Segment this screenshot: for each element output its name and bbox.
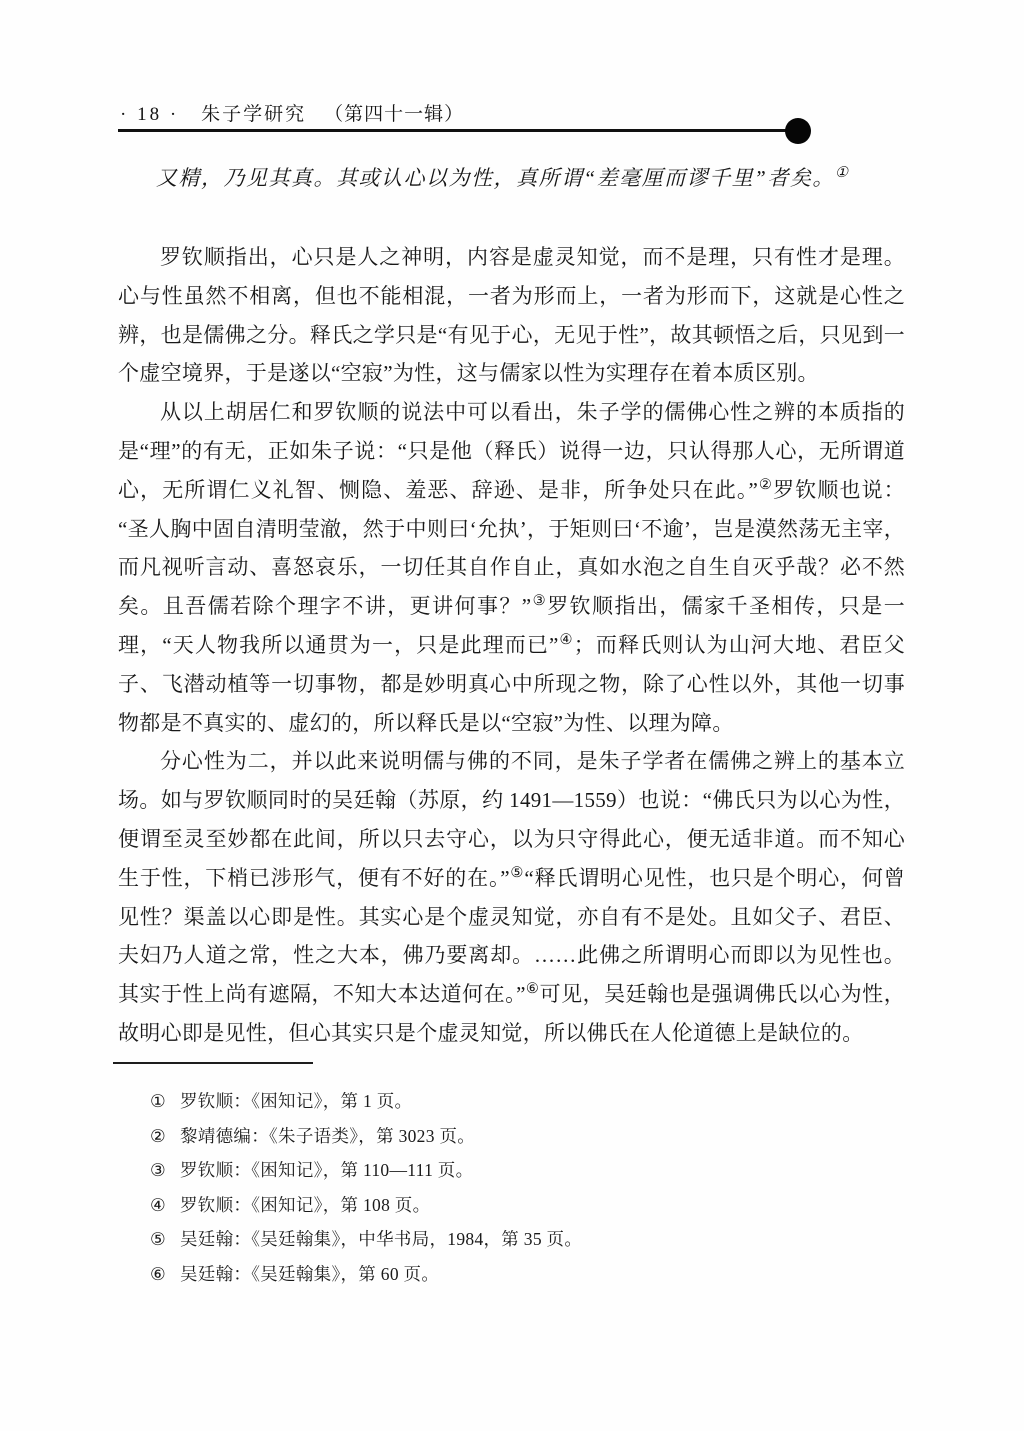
decorative-dot <box>785 118 811 144</box>
paragraph-2: 从以上胡居仁和罗钦顺的说法中可以看出，朱子学的儒佛心性之辨的本质指的是“理”的有无，正如朱子说：“只是他（释氏）说得一边，只认得那人心，无所谓道心，无所谓仁义礼智、恻隐、羞恶、辞逊、是非，所争处只在此。”②罗钦顺也说：“圣人胸中固自清明莹澈，然于中则曰‘允执’，于矩则曰‘不逾’，岂是漠然荡无主宰，而凡视听言动、喜怒哀乐，一切任其自作自止，真如水泡之自生自灭乎哉？必不然矣。且吾儒若除个理字不讲，更讲何事？”③罗钦顺指出，儒家千圣相传，只是一理，“天人物我所以通贯为一，只是此理而已”④；而释氏则认为山河大地、君臣父子、飞潜动植等一切事物，都是妙明真心中所现之物，除了心性以外，其他一切事物都是不真实的、虚幻的，所以释氏是以“空寂”为性、以理为障。 <box>118 400 905 735</box>
epigraph-quote: 又精，乃见其真。其或认心以为性，真所谓“差毫厘而谬千里”者矣。① <box>156 165 850 190</box>
footnote-text: 罗钦顺：《困知记》，第 108 页。 <box>180 1194 431 1215</box>
footnote-4 <box>150 1192 910 1227</box>
footnotes-section <box>150 1088 910 1295</box>
footnote-text: 罗钦顺：《困知记》，第 110—111 页。 <box>180 1160 474 1180</box>
footnote-text: 黎靖德编：《朱子语类》，第 3023 页。 <box>180 1125 476 1146</box>
footnote-text: 吴廷翰：《吴廷翰集》，第 60 页。 <box>180 1263 440 1284</box>
book-title: 朱子学研究 <box>201 104 307 125</box>
footnote-5 <box>150 1226 910 1261</box>
footnote-marker: ⑤ <box>150 1229 166 1249</box>
footnote-marker: ⑥ <box>150 1263 166 1284</box>
footnote-text: 吴廷翰：《吴廷翰集》，中华书局，1984，第 35 页。 <box>180 1229 583 1249</box>
footnote-3 <box>150 1157 910 1192</box>
footnote-marker: ② <box>150 1125 166 1146</box>
body-text <box>118 238 905 1053</box>
footnote-1 <box>150 1088 910 1123</box>
volume-label: （第四十一辑） <box>324 104 465 125</box>
paragraph-1: 罗钦顺指出，心只是人之神明，内容是虚灵知觉，而不是理，只有性才是理。心与性虽然不相离，但也不能相混，一者为形而上，一者为形而下，这就是心性之辨，也是儒佛之分。释氏之学只是“有见于心，无见于性”，故其顿悟之后，只见到一个虚空境界，于是遂以“空寂”为性，这与儒家以性为实理存在着本质区别。 <box>118 245 905 386</box>
page-header <box>120 99 820 126</box>
header-rule <box>118 129 786 132</box>
footnote-marker: ③ <box>150 1160 166 1180</box>
footnote-marker: ④ <box>150 1194 166 1215</box>
footnote-6 <box>150 1261 910 1296</box>
page-number: · 18 · <box>120 104 180 125</box>
footnote-text: 罗钦顺：《困知记》，第 1 页。 <box>180 1091 413 1111</box>
footnote-2 <box>150 1123 910 1158</box>
paragraph-3: 分心性为二，并以此来说明儒与佛的不同，是朱子学者在儒佛之辨上的基本立场。如与罗钦顺同时的吴廷翰（苏原，约 1491—1559）也说：“佛氏只为以心为性，便谓至灵至妙都在此间，所以只去守心，以为只守得此心，便无适非道。而不知心生于性，下梢已涉形气，便有不好的在。”⑤“释氏谓明心见性，也只是个明心，何曾见性？渠盖以心即是性。其实心是个虚灵知觉，亦自有不是处。且如父子、君臣、夫妇乃人道之常，性之大本，佛乃要离却。……此佛之所谓明心而即以为见性也。其实于性上尚有遮隔，不知大本达道何在。”⑥可见，吴廷翰也是强调佛氏以心为性，故明心即是见性，但心其实只是个虚灵知觉，所以佛氏在人伦道德上是缺位的。 <box>118 749 905 1045</box>
footnote-marker: ① <box>150 1091 166 1111</box>
footnote-separator <box>113 1062 313 1064</box>
